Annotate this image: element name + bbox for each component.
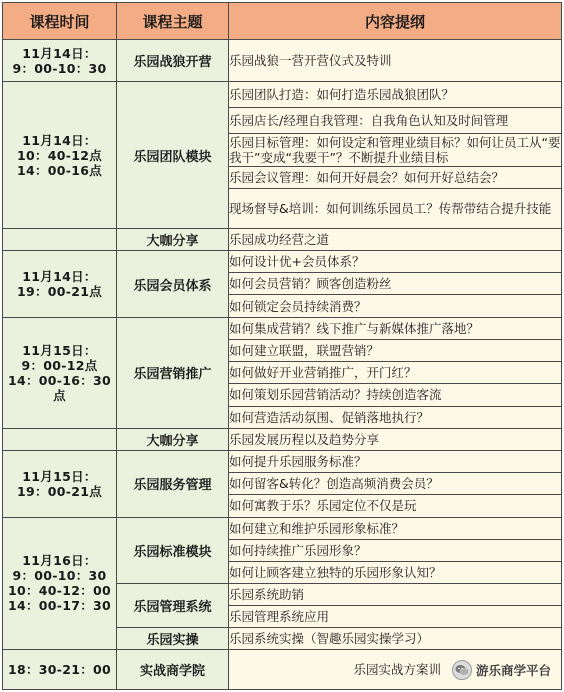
content-item: 如何建立和维护乐园形象标准？ [229,517,562,539]
watermark-text: 游乐商学平台 [476,663,552,678]
content-item: 如何建立联盟，联盟营销？ [229,340,562,362]
content-item: 如何持续推广乐园形象？ [229,539,562,561]
time-cell: 11月15日： 19：00-21点 [3,450,117,517]
content-item: 乐园店长/经理自我管理：自我角色认知及时间管理 [229,108,562,134]
content-item: 如何集成营销？线下推广与新媒体推广落地？ [229,318,562,340]
content-item: 如何会员营销？顾客创造粉丝 [229,273,562,295]
time-cell: 11月16日： 9：00-10：30 10：40-12：00 14：00-17：30 [3,517,117,649]
content-item: 现场督导&培训：如何训练乐园员工？传帮带结合提升技能 [229,189,562,229]
schedule-row [3,517,562,539]
content-item: 如何寓教于乐？乐园定位不仅是玩 [229,494,562,517]
topic-cell: 乐园服务管理 [117,450,229,517]
schedule-row [3,318,562,340]
content-item: 乐园系统实操（智趣乐园实操学习） [229,627,562,649]
content-item: 如何做好开业营销推广，开门红？ [229,362,562,384]
content-item: 如何营造活动氛围、促销落地执行？ [229,406,562,428]
content-item: 乐园成功经营之道 [229,229,562,251]
topic-cell: 大咖分享 [117,229,229,251]
time-cell: 11月14日： 10：40-12点 14：00-16点 [3,82,117,229]
content-item: 如何策划乐园营销活动？持续创造客流 [229,384,562,406]
schedule-row [3,82,562,108]
time-cell: 11月15日： 9：00-12点 14：00-16：30 点 [3,318,117,428]
course-schedule-table [2,2,562,690]
content-item: 如何锁定会员持续消费？ [229,295,562,318]
topic-cell: 乐园团队模块 [117,82,229,229]
content-item: 乐园会议管理：如何开好晨会？如何开好总结会？ [229,167,562,189]
schedule-row [3,251,562,273]
header-content: 内容提纲 [229,3,562,40]
wechat-logo-icon [452,660,472,680]
time-cell: 11月14日： 19：00-21点 [3,251,117,318]
time-cell: 11月14日： 9：00-10：30 [3,40,117,82]
topic-cell: 乐园标准模块 [117,517,229,583]
content-item: 乐园战狼一营开营仪式及特训 [229,40,562,82]
header-time: 课程时间 [3,3,117,40]
content-item: 如何设计优+会员体系？ [229,251,562,273]
topic-cell: 乐园实操 [117,627,229,649]
topic-cell: 乐园战狼开营 [117,40,229,82]
schedule-row [3,229,562,251]
content-item: 乐园实战方案训 [229,649,562,689]
topic-cell: 实战商学院 [117,649,229,689]
topic-cell: 乐园管理系统 [117,583,229,627]
topic-cell: 大咖分享 [117,428,229,450]
time-cell [3,229,117,251]
header-row [3,3,562,40]
content-item: 乐园目标管理：如何设定和管理业绩目标？如何让员工从“要我干”变成“我要干”？不断提升业绩目标 [229,135,561,166]
content-item: 乐园发展历程以及趋势分享 [229,428,562,450]
watermark [452,660,551,680]
content-item: 如何留客&转化？创造高频消费会员？ [229,472,562,494]
schedule-row [3,40,562,82]
content-item: 乐园团队打造：如何打造乐园战狼团队？ [229,82,562,108]
topic-cell: 乐园营销推广 [117,318,229,428]
schedule-row [3,450,562,472]
time-cell: 18：30-21：00 [3,649,117,689]
topic-cell: 乐园会员体系 [117,251,229,318]
time-cell [3,428,117,450]
header-topic: 课程主题 [117,3,229,40]
schedule-row [3,428,562,450]
content-item: 如何提升乐园服务标准？ [229,450,562,472]
content-item: 如何让顾客建立独特的乐园形象认知？ [229,561,562,583]
content-item: 乐园系统助销 [229,583,562,605]
content-item: 乐园管理系统应用 [229,605,562,627]
